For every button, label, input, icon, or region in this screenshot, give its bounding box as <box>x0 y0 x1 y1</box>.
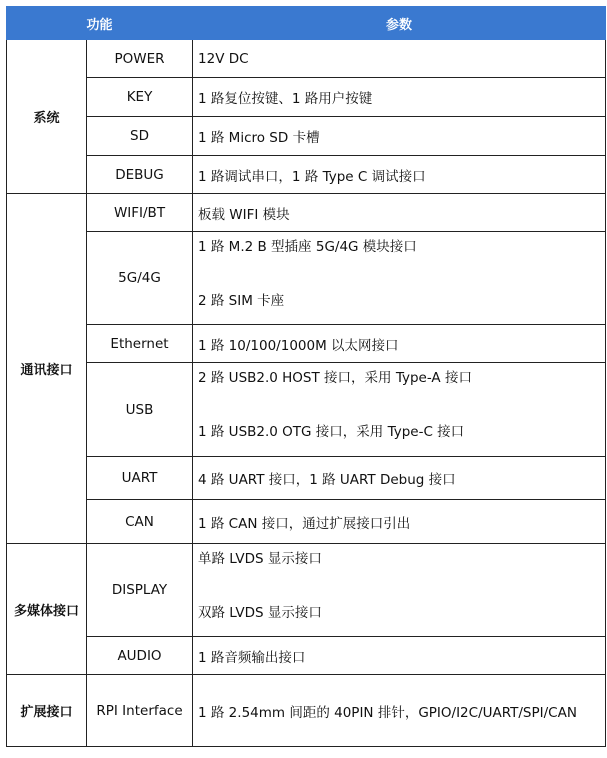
category-system: 系统 <box>7 40 87 194</box>
table-row <box>7 637 606 675</box>
feature-wifi: WIFI/BT <box>87 194 193 232</box>
feature-debug: DEBUG <box>87 156 193 194</box>
table-row <box>7 40 606 78</box>
table-row <box>7 325 606 363</box>
table-row <box>7 232 606 325</box>
table-row <box>7 544 606 637</box>
table-row <box>7 156 606 194</box>
table-row <box>7 78 606 117</box>
param-key: 1 路复位按键、1 路用户按键 <box>193 78 606 117</box>
param-can: 1 路 CAN 接口，通过扩展接口引出 <box>193 500 606 544</box>
header-params: 参数 <box>193 7 606 40</box>
table-row <box>7 117 606 156</box>
spec-table <box>6 6 606 747</box>
param-usb <box>193 363 606 457</box>
param-usb-line2: 1 路 USB2.0 OTG 接口，采用 Type-C 接口 <box>198 424 465 440</box>
feature-usb: USB <box>87 363 193 457</box>
table-row <box>7 363 606 457</box>
feature-uart: UART <box>87 457 193 500</box>
feature-audio: AUDIO <box>87 637 193 675</box>
table-header-row <box>7 7 606 40</box>
category-expansion: 扩展接口 <box>7 675 87 747</box>
param-wifi: 板载 WIFI 模块 <box>193 194 606 232</box>
param-display-line1: 单路 LVDS 显示接口 <box>198 551 322 567</box>
feature-display: DISPLAY <box>87 544 193 637</box>
table-row <box>7 194 606 232</box>
table-row <box>7 675 606 747</box>
feature-5g4g: 5G/4G <box>87 232 193 325</box>
feature-rpi: RPI Interface <box>87 675 193 747</box>
param-rpi: 1 路 2.54mm 间距的 40PIN 排针，GPIO/I2C/UART/SPI/CAN <box>193 675 606 747</box>
feature-power: POWER <box>87 40 193 78</box>
param-5g4g <box>193 232 606 325</box>
param-display <box>193 544 606 637</box>
category-media: 多媒体接口 <box>7 544 87 675</box>
param-usb-line1: 2 路 USB2.0 HOST 接口，采用 Type-A 接口 <box>198 370 472 386</box>
param-5g4g-line2: 2 路 SIM 卡座 <box>198 293 285 309</box>
feature-key: KEY <box>87 78 193 117</box>
feature-can: CAN <box>87 500 193 544</box>
param-5g4g-line1: 1 路 M.2 B 型插座 5G/4G 模块接口 <box>198 239 417 255</box>
param-audio: 1 路音频输出接口 <box>193 637 606 675</box>
param-debug: 1 路调试串口，1 路 Type C 调试接口 <box>193 156 606 194</box>
table-row <box>7 500 606 544</box>
feature-ethernet: Ethernet <box>87 325 193 363</box>
param-uart: 4 路 UART 接口，1 路 UART Debug 接口 <box>193 457 606 500</box>
param-display-line2: 双路 LVDS 显示接口 <box>198 605 322 621</box>
param-sd: 1 路 Micro SD 卡槽 <box>193 117 606 156</box>
param-ethernet: 1 路 10/100/1000M 以太网接口 <box>193 325 606 363</box>
category-comm: 通讯接口 <box>7 194 87 544</box>
header-function: 功能 <box>7 7 193 40</box>
feature-sd: SD <box>87 117 193 156</box>
table-row <box>7 457 606 500</box>
param-power: 12V DC <box>193 40 606 78</box>
